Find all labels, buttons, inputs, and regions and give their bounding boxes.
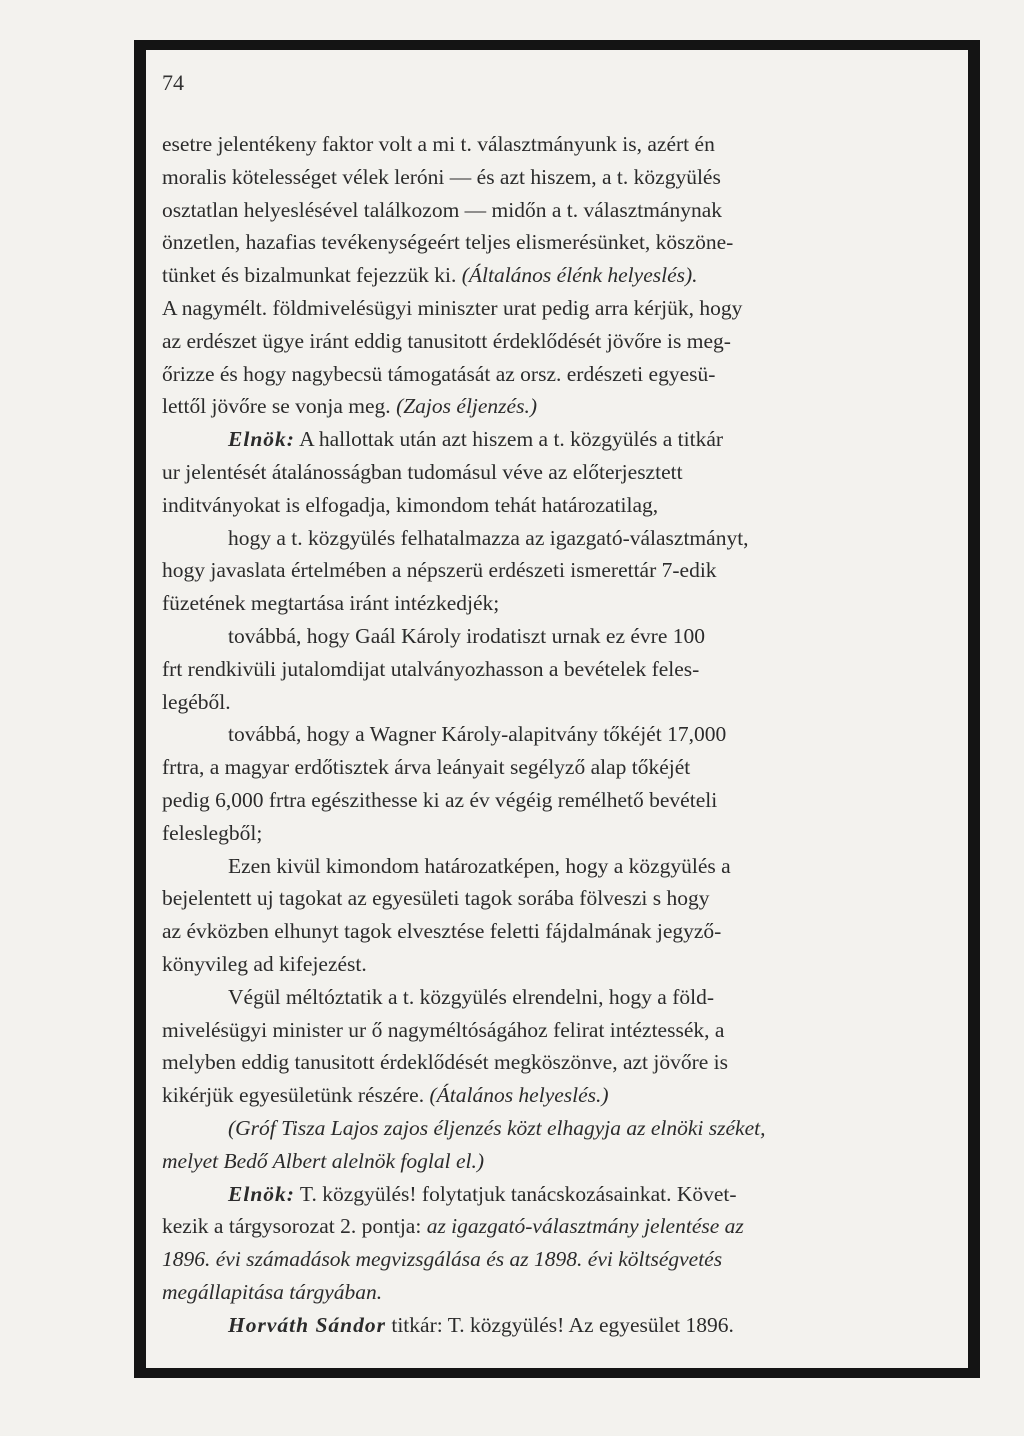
text-line: hogy a t. közgyülés felhatalmazza az igazgató-választmányt, [228, 525, 749, 550]
text-line: feleslegből; [162, 820, 263, 845]
text-line: Ezen kivül kimondom határozatképen, hogy a közgyülés a [228, 853, 731, 878]
body-text [162, 128, 930, 1341]
text-line: kikérjük egyesületünk részére. (Átalános helyeslés.) [162, 1083, 609, 1108]
text-line: továbbá, hogy a Wagner Károly-alapitvány tőkéjét 17,000 [228, 722, 727, 747]
text-line: hogy javaslata értelmében a népszerü erdészeti ismerettár 7-edik [162, 558, 717, 583]
paragraph [162, 1178, 930, 1309]
text-line: frt rendkivüli jutalomdijat utalványozhasson a bevételek feles- [162, 656, 700, 681]
paragraph [162, 128, 930, 423]
text-line: osztatlan helyeslésével találkozom — midőn a t. választmánynak [162, 197, 723, 222]
paragraph [162, 850, 930, 981]
text-line: (Gróf Tisza Lajos zajos éljenzés közt elhagyja az elnöki széket, [228, 1115, 766, 1140]
page-number: 74 [162, 70, 184, 95]
speaker-name: Elnök: [228, 427, 295, 452]
paragraph [162, 981, 930, 1112]
text-line: könyvileg ad kifejezést. [162, 951, 367, 976]
text-line: ur jelentését átalánosságban tudomásul véve az előterjesztett [162, 459, 683, 484]
text-line: legéből. [162, 689, 231, 714]
text-line: füzetének megtartása iránt intézkedjék; [162, 591, 500, 616]
paragraph [162, 522, 930, 620]
text-line: 1896. évi számadások megvizsgálása és az 1898. évi költségvetés [162, 1247, 723, 1272]
text-line: megállapitása tárgyában. [162, 1279, 383, 1304]
text-line: Horváth Sándor titkár: T. közgyülés! Az egyesület 1896. [228, 1312, 734, 1337]
text-line: bejelentett uj tagokat az egyesületi tagok sorába fölveszi s hogy [162, 886, 710, 911]
speaker-name: Elnök: [228, 1181, 295, 1206]
text-line: pedig 6,000 frtra egészithesse ki az év végéig remélhető bevételi [162, 787, 718, 812]
text-line: továbbá, hogy Gaál Károly irodatiszt urnak ez évre 100 [228, 623, 706, 648]
text-line: az évközben elhunyt tagok elvesztése feletti fájdalmának jegyző- [162, 919, 722, 944]
text-line: inditványokat is elfogadja, kimondom tehát határozatilag, [162, 492, 659, 517]
text-line: az erdészet ügye iránt eddig tanusitott érdeklődését jövőre is meg- [162, 328, 731, 353]
text-line: önzetlen, hazafias tevékenységeért teljes elismerésünket, köszöne- [162, 230, 734, 255]
text-line: esetre jelentékeny faktor volt a mi t. választmányunk is, azért én [162, 132, 715, 156]
text-line: lettől jövőre se vonja meg. (Zajos éljenzés.) [162, 394, 537, 419]
text-line: frtra, a magyar erdőtisztek árva leányait segélyző alap tőkéjét [162, 755, 691, 780]
text-line: mivelésügyi minister ur ő nagyméltóságához felirat intéztessék, a [162, 1017, 725, 1042]
text-line: Elnök: A hallottak után azt hiszem a t. közgyülés a titkár [228, 427, 724, 452]
text-line: kezik a tárgysorozat 2. pontja: az igazgató-választmány jelentése az [162, 1214, 744, 1239]
paragraph [162, 1112, 930, 1178]
speaker-name: Horváth Sándor [228, 1312, 386, 1337]
text-line: melyet Bedő Albert alelnök foglal el.) [162, 1148, 485, 1173]
paragraph [162, 1309, 930, 1342]
text-line: Elnök: T. közgyülés! folytatjuk tanácskozásainkat. Követ- [228, 1181, 737, 1206]
text-line: moralis kötelességet vélek leróni — és azt hiszem, a t. közgyülés [162, 164, 721, 189]
text-line: A nagymélt. földmivelésügyi miniszter urat pedig arra kérjük, hogy [162, 295, 743, 320]
paragraph [162, 423, 930, 521]
paragraph [162, 718, 930, 849]
text-line: Végül méltóztatik a t. közgyülés elrendelni, hogy a föld- [228, 984, 714, 1009]
paragraph [162, 620, 930, 718]
text-line: tünket és bizalmunkat fejezzük ki. (Általános élénk helyeslés). [162, 263, 698, 288]
text-line: melyben eddig tanusitott érdeklődését megköszönve, azt jövőre is [162, 1050, 729, 1075]
text-line: őrizze és hogy nagybecsü támogatását az orsz. erdészeti egyesü- [162, 361, 716, 386]
